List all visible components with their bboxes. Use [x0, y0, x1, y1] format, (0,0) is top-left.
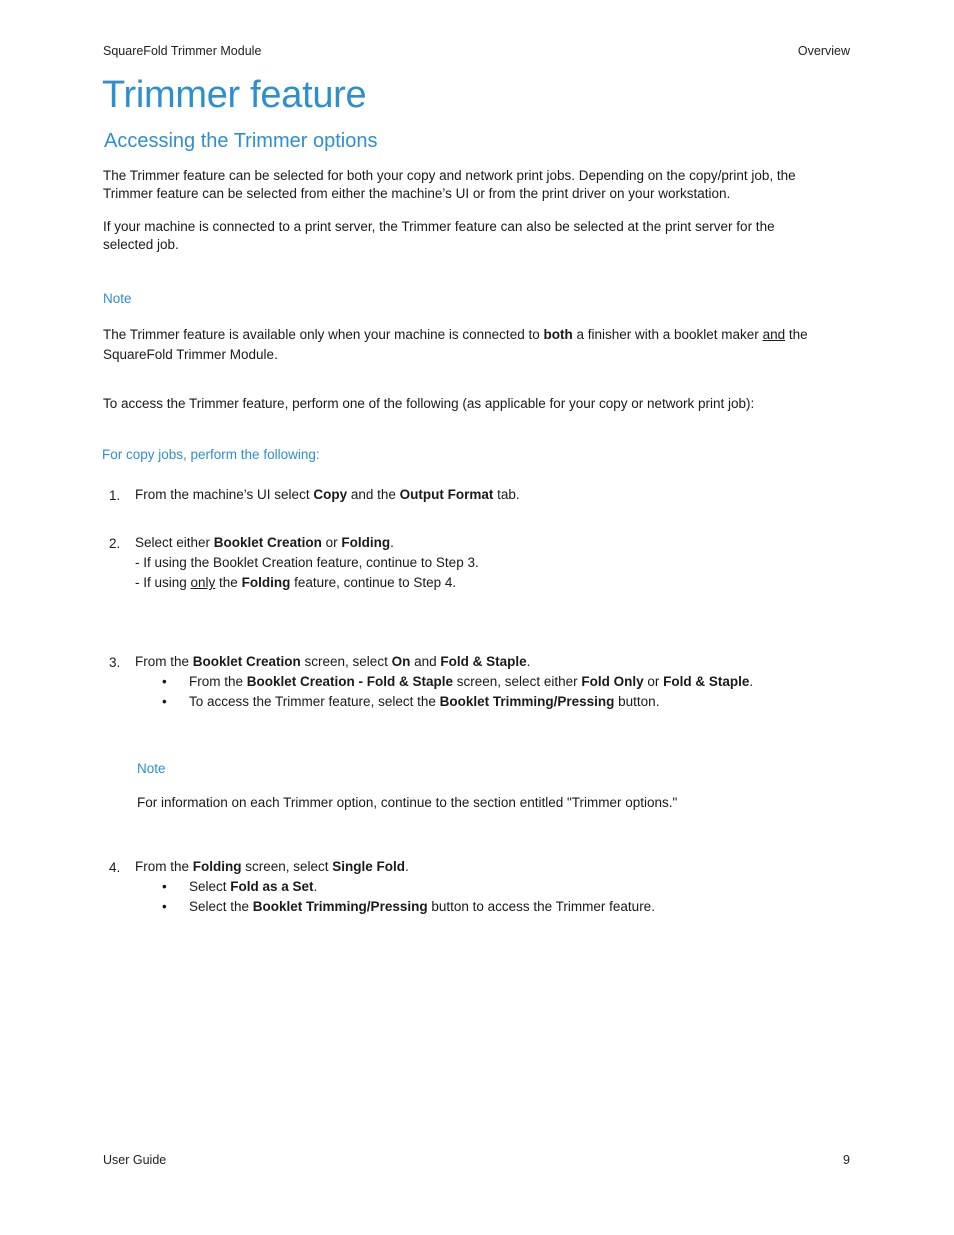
intro-paragraph-1 — [103, 167, 863, 203]
step-text-part: screen, select — [241, 859, 333, 874]
ui-term: Copy — [313, 487, 348, 502]
note-label: Note — [103, 291, 132, 306]
running-header-left: SquareFold Trimmer Module — [103, 44, 262, 58]
step-text-part: . — [526, 654, 531, 669]
intro-p1-line2: Trimmer feature can be selected from either the machine’s UI or from the print driver on your workstation. — [103, 186, 731, 201]
step-4-bullet-2 — [189, 899, 869, 914]
note-underline-and: and — [762, 327, 786, 342]
step-text-part: Select either — [135, 535, 214, 550]
step-text-part: . — [405, 859, 409, 874]
bullet-icon: • — [162, 879, 167, 894]
bullet-icon: • — [162, 674, 167, 689]
note-2-text: For information on each Trimmer option, continue to the section entitled "Trimmer options." — [137, 795, 678, 810]
bullet-text-part: Select — [189, 879, 231, 894]
step-text-part: or — [321, 535, 342, 550]
bullet-icon: • — [162, 899, 167, 914]
step-number: 2. — [109, 536, 121, 551]
bullet-text-part: To access the Trimmer feature, select the — [189, 694, 440, 709]
running-header-right: Overview — [797, 44, 850, 58]
step-number: 1. — [109, 488, 121, 503]
bullet-text-part: . — [313, 879, 318, 894]
step-4-text — [135, 857, 855, 877]
step-text-part: tab. — [493, 487, 520, 502]
step-text-part: From the machine’s UI select — [135, 487, 314, 502]
step-4-bullet-1 — [189, 879, 869, 894]
ui-term: Output Format — [399, 487, 494, 502]
step-text-part: feature, continue to Step 4. — [290, 575, 457, 590]
note-text-part: a finisher with a booklet maker — [572, 327, 763, 342]
intro-p2-line1: If your machine is connected to a print server, the Trimmer feature can also be selected at the print server for the — [103, 219, 775, 234]
note-emphasis-both: both — [543, 327, 573, 342]
intro-paragraph-2 — [103, 218, 863, 254]
step-text-part: - If using — [135, 575, 191, 590]
bullet-text-part: Select the — [189, 899, 253, 914]
ui-term: Single Fold — [332, 859, 406, 874]
step-text-part: . — [390, 535, 394, 550]
step-text-part: and the — [347, 487, 400, 502]
note-text-part: the — [785, 327, 808, 342]
bullet-text-part: button. — [614, 694, 660, 709]
step-text-part: and — [410, 654, 441, 669]
step-number: 4. — [109, 860, 121, 875]
underline-only: only — [190, 575, 216, 590]
step-text-part: the — [215, 575, 242, 590]
ui-term: Booklet Creation - Fold & Staple — [246, 674, 454, 689]
ui-term: Folding — [241, 575, 291, 590]
ui-term: Folding — [341, 535, 391, 550]
ui-term: Fold Only — [581, 674, 644, 689]
ui-term: Fold as a Set — [230, 879, 314, 894]
step-3-bullet-2 — [189, 694, 869, 709]
copy-jobs-heading: For copy jobs, perform the following: — [102, 447, 320, 462]
ui-term: On — [391, 654, 411, 669]
step-2-sub-line-1: - If using the Booklet Creation feature, continue to Step 3. — [135, 555, 479, 570]
ui-term: Booklet Trimming/Pressing — [439, 694, 615, 709]
ui-term: Booklet Trimming/Pressing — [252, 899, 428, 914]
access-instruction: To access the Trimmer feature, perform one of the following (as applicable for your copy or network print job): — [103, 396, 755, 411]
section-heading: Accessing the Trimmer options — [104, 130, 378, 152]
ui-term: Booklet Creation — [192, 654, 301, 669]
bullet-text-part: screen, select either — [453, 674, 582, 689]
step-number: 3. — [109, 655, 121, 670]
note-label: Note — [137, 761, 166, 776]
running-footer-left: User Guide — [103, 1153, 167, 1167]
step-2-text — [135, 533, 855, 593]
step-text-part: From the — [135, 859, 193, 874]
bullet-icon: • — [162, 694, 167, 709]
bullet-text-part: From the — [189, 674, 247, 689]
intro-p2-line2: selected job. — [103, 237, 179, 252]
ui-term: Fold & Staple — [440, 654, 527, 669]
step-text-part: From the — [135, 654, 193, 669]
step-1-text — [135, 485, 855, 505]
ui-term: Fold & Staple — [663, 674, 750, 689]
note-text-line2: SquareFold Trimmer Module. — [103, 347, 278, 362]
step-3-text — [135, 652, 855, 672]
page-title: Trimmer feature — [102, 74, 367, 116]
step-text-part: screen, select — [300, 654, 392, 669]
note-text — [103, 325, 863, 365]
intro-p1-line1: The Trimmer feature can be selected for both your copy and network print jobs. Depending on the copy/print job, the — [103, 168, 796, 183]
bullet-text-part: or — [643, 674, 664, 689]
bullet-text-part: . — [749, 674, 754, 689]
ui-term: Booklet Creation — [213, 535, 322, 550]
note-text-part: The Trimmer feature is available only when your machine is connected to — [103, 327, 544, 342]
step-3-bullet-1 — [189, 674, 869, 689]
bullet-text-part: button to access the Trimmer feature. — [427, 899, 655, 914]
page-number: 9 — [843, 1153, 850, 1167]
ui-term: Folding — [192, 859, 242, 874]
